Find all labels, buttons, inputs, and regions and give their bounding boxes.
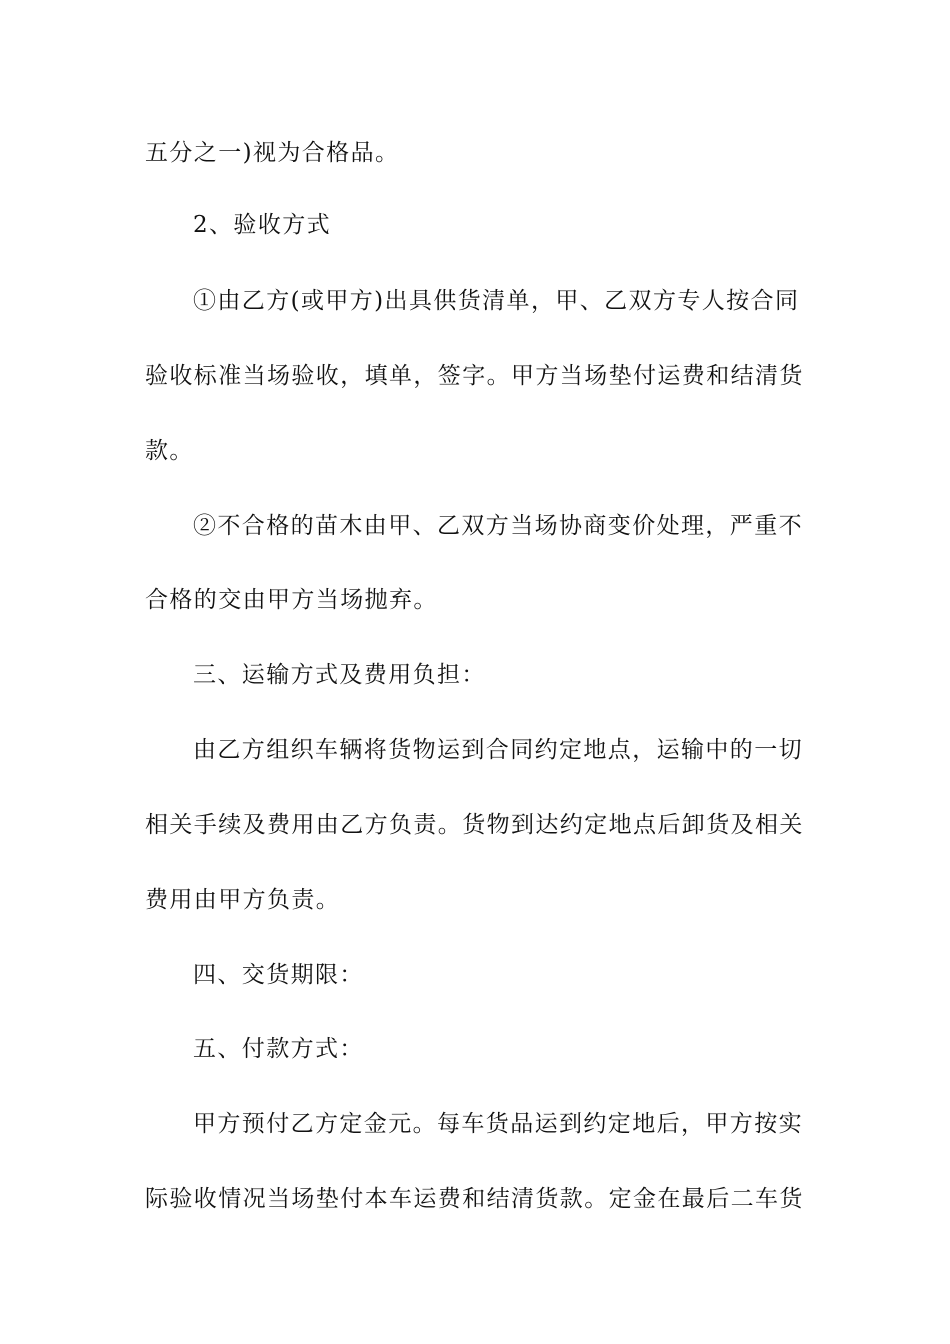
- section-heading-delivery-deadline: 四、交货期限：: [193, 962, 364, 988]
- paragraph-line: ①由乙方(或甲方)出具供货清单，甲、乙双方专人按合同: [193, 288, 800, 314]
- paragraph-line: 由乙方组织车辆将货物运到合同约定地点，运输中的一切: [193, 737, 803, 763]
- paragraph-line: 验收标准当场验收，填单，签字。甲方当场垫付运费和结清货: [145, 363, 804, 389]
- section-heading-payment-method: 五、付款方式：: [193, 1036, 364, 1062]
- paragraph-line: 甲方预付乙方定金元。每车货品运到约定地后，甲方按实: [193, 1111, 803, 1137]
- section-heading-acceptance-method: 2、验收方式: [193, 212, 332, 238]
- paragraph-line: 际验收情况当场垫付本车运费和结清货款。定金在最后二车货: [145, 1186, 804, 1212]
- paragraph-line: 费用由甲方负责。: [145, 887, 341, 913]
- paragraph-line: 合格的交由甲方当场抛弃。: [145, 587, 438, 613]
- paragraph-line: 相关手续及费用由乙方负责。货物到达约定地点后卸货及相关: [145, 812, 804, 838]
- paragraph-line: 款。: [145, 438, 194, 464]
- section-heading-transport: 三、运输方式及费用负担：: [193, 662, 486, 688]
- paragraph-line: ②不合格的苗木由甲、乙双方当场协商变价处理，严重不: [193, 513, 803, 539]
- paragraph-line: 五分之一)视为合格品。: [145, 140, 400, 166]
